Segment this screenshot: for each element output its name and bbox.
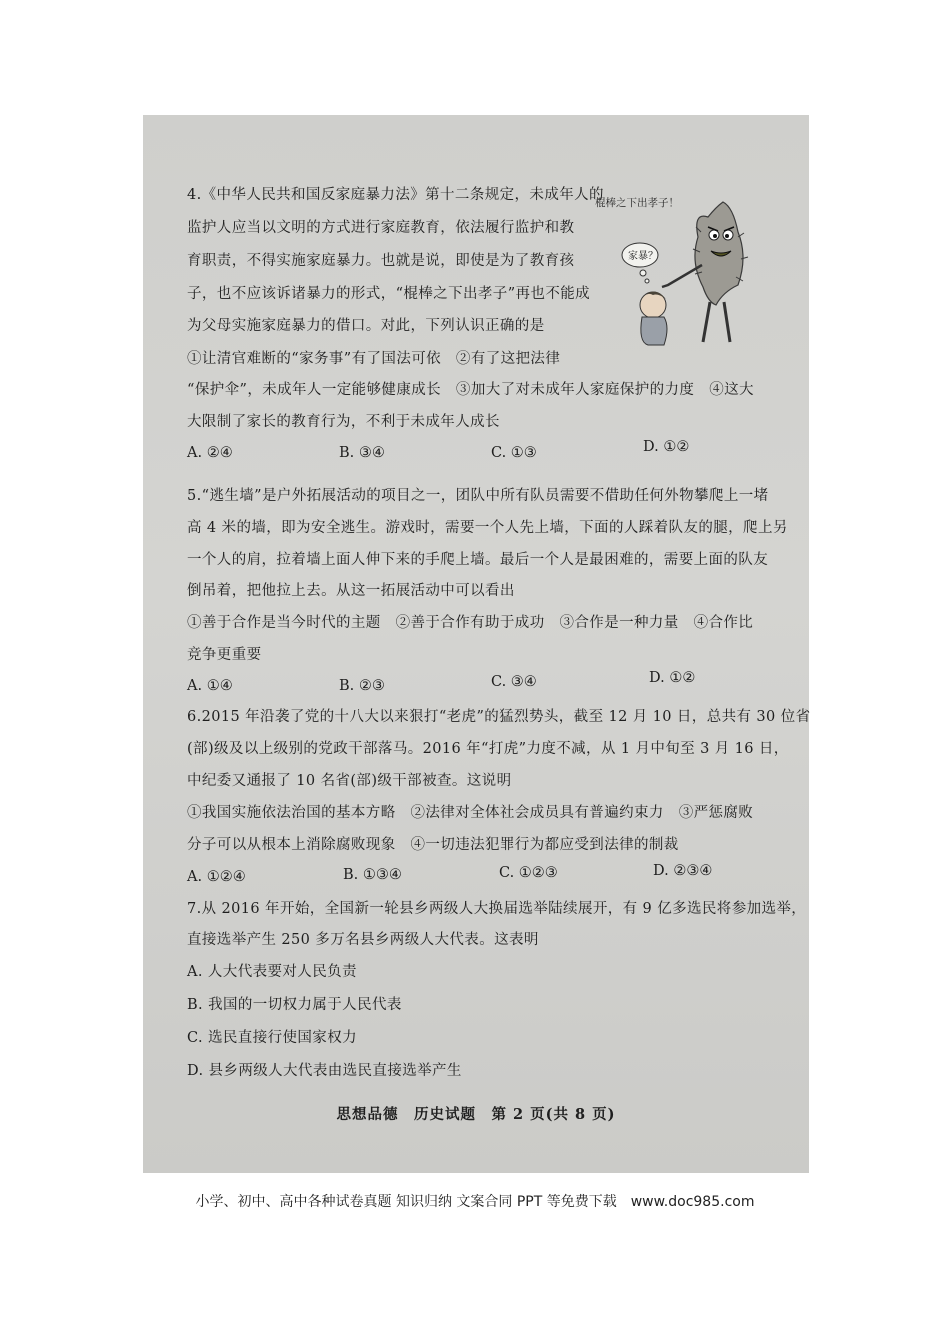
q5-line-3: 一个人的肩，拉着墙上面人伸下来的手爬上墙。最后一个人是最困难的，需要上面的队友	[187, 552, 769, 568]
cartoon-caption: 棍棒之下出孝子！	[595, 197, 679, 209]
q6-option-a: A. ①②④	[187, 869, 246, 885]
q4-line-4: 子，也不应该诉诸暴力的形式，“棍棒之下出孝子”再也不能成	[187, 286, 591, 302]
exam-page-footer: 思想品德 历史试题 第 2 页(共 8 页)	[336, 1106, 616, 1123]
q7-option-c: C. 选民直接行使国家权力	[187, 1030, 357, 1046]
q5-line-5: ①善于合作是当今时代的主题 ②善于合作有助于成功 ③合作是一种力量 ④合作比	[187, 615, 754, 631]
q5-line-4: 倒吊着，把他拉上去。从这一拓展活动中可以看出	[187, 583, 515, 599]
q4-line-3: 育职责，不得实施家庭暴力。也就是说，即使是为了教育孩	[187, 253, 575, 269]
q6-option-c: C. ①②③	[499, 865, 558, 881]
q4-line-1: 4.《中华人民共和国反家庭暴力法》第十二条规定，未成年人的	[187, 187, 604, 203]
scanned-exam-page	[143, 115, 809, 1173]
q6-line-3: 中纪委又通报了 10 名省(部)级干部被查。这说明	[187, 773, 512, 789]
q5-option-a: A. ①④	[187, 678, 233, 694]
q5-option-b: B. ②③	[339, 678, 385, 694]
q6-line-1: 6.2015 年沿袭了党的十八大以来狠打“老虎”的猛烈势头，截至 12 月 10 日，总共有 30 位省	[187, 709, 811, 725]
q4-option-d: D. ①②	[643, 439, 690, 455]
q5-option-c: C. ③④	[491, 674, 537, 690]
q4-option-c: C. ①③	[491, 445, 537, 461]
cartoon-bubble-text: 家暴？	[628, 251, 658, 262]
q7-option-d: D. 县乡两级人大代表由选民直接选举产生	[187, 1063, 462, 1079]
q6-option-d: D. ②③④	[653, 863, 713, 879]
q7-option-a: A. 人大代表要对人民负责	[187, 964, 357, 980]
q4-line-7: “保护伞”，未成年人一定能够健康成长 ③加大了对未成年人家庭保护的力度 ④这大	[187, 382, 754, 398]
q4-line-6: ①让清官难断的“家务事”有了国法可依 ②有了这把法律	[187, 351, 561, 367]
q5-line-6: 竞争更重要	[187, 647, 262, 663]
q7-line-1: 7.从 2016 年开始，全国新一轮县乡两级人大换届选举陆续展开，有 9 亿多选民将参加选举，	[187, 901, 807, 917]
q6-line-4: ①我国实施依法治国的基本方略 ②法律对全体社会成员具有普遍约束力 ③严惩腐败	[187, 805, 754, 821]
q4-option-a: A. ②④	[187, 445, 233, 461]
site-footer: 小学、初中、高中各种试卷真题 知识归纳 文案合同 PPT 等免费下载 www.doc985.com	[195, 1194, 755, 1210]
q5-option-d: D. ①②	[649, 670, 696, 686]
q6-option-b: B. ①③④	[343, 867, 402, 883]
stick-cartoon-illustration	[598, 177, 794, 357]
q4-line-5: 为父母实施家庭暴力的借口。对此，下列认识正确的是	[187, 318, 545, 334]
q6-line-2: (部)级及以上级别的党政干部落马。2016 年“打虎”力度不减，从 1 月中旬至 3 月 16 日，	[187, 741, 789, 757]
q5-line-1: 5.“逃生墙”是户外拓展活动的项目之一，团队中所有队员需要不借助任何外物攀爬上一堵	[187, 488, 769, 504]
q7-option-b: B. 我国的一切权力属于人民代表	[187, 997, 402, 1013]
q4-option-b: B. ③④	[339, 445, 385, 461]
q6-line-5: 分子可以从根本上消除腐败现象 ④一切违法犯罪行为都应受到法律的制裁	[187, 837, 679, 853]
q7-line-2: 直接选举产生 250 多万名县乡两级人大代表。这表明	[187, 932, 539, 948]
q4-line-8: 大限制了家长的教育行为，不利于未成年人成长	[187, 414, 500, 430]
q4-line-2: 监护人应当以文明的方式进行家庭教育，依法履行监护和教	[187, 220, 575, 236]
q5-line-2: 高 4 米的墙，即为安全逃生。游戏时，需要一个人先上墙，下面的人踩着队友的腿，爬上另	[187, 520, 788, 536]
